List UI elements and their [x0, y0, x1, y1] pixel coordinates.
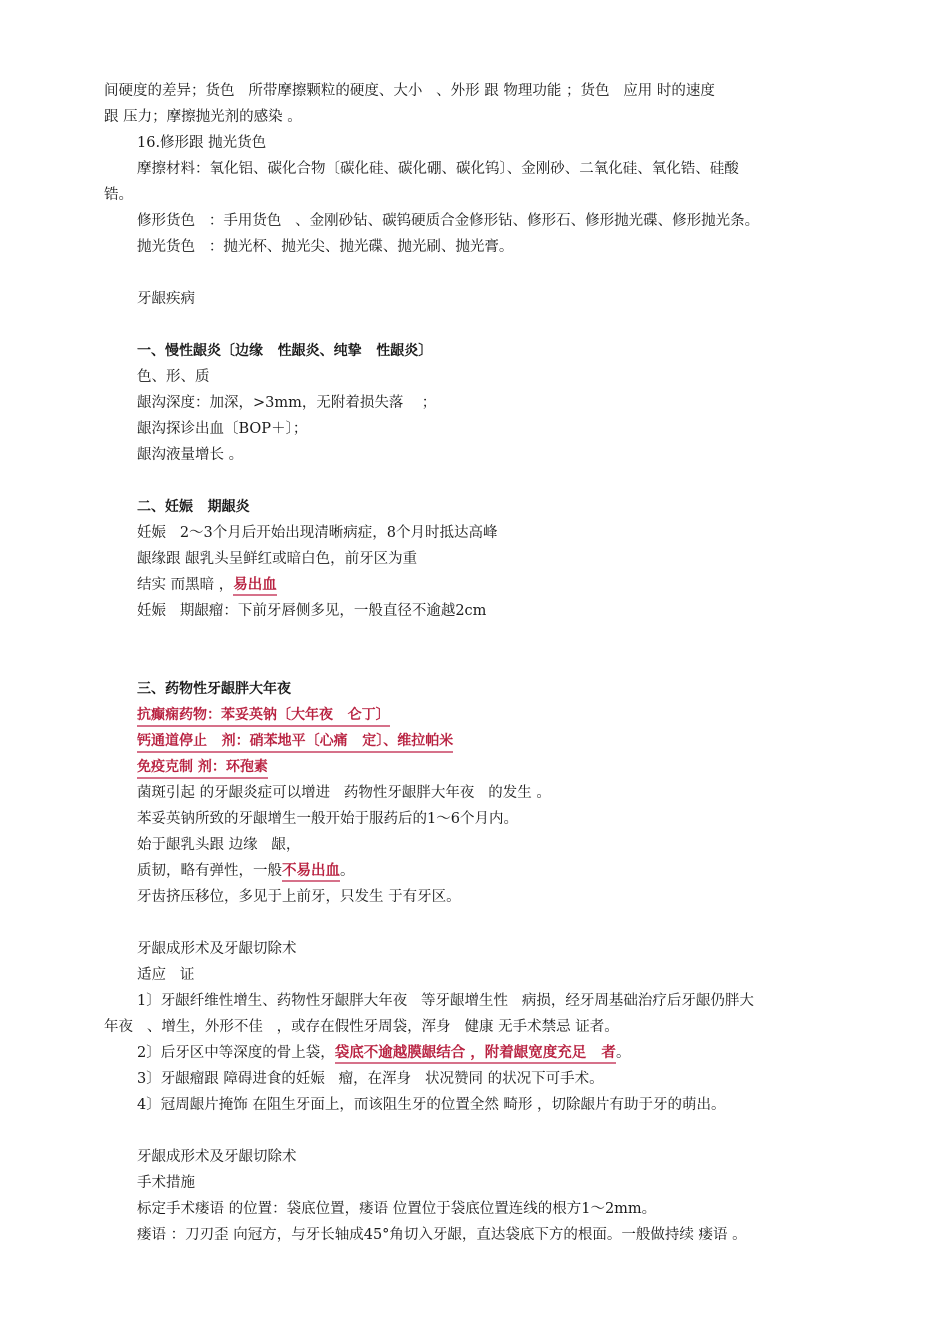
text-line: 色、形、质 [137, 369, 210, 385]
highlight-line: 免疫克制 剂：环孢素 [137, 758, 268, 779]
text-segment: 。 [615, 1045, 631, 1061]
heading-3: 三、药物性牙龈胖大年夜 [137, 681, 291, 697]
text-line: 标定手术瘘语 的位置：袋底位置，瘘语 位置位于袋底位置连线的根方1～2mm。 [137, 1201, 657, 1217]
text-line: 妊娠 期龈瘤：下前牙唇侧多见，一般直径不逾越2cm [137, 603, 487, 619]
highlight-text: 易出血 [233, 577, 277, 596]
text-segment: 结实 而黑暗 ， [137, 577, 234, 593]
text-line: 龈沟探诊出血〔BOP＋〕； [137, 421, 308, 437]
topic-title: 牙龈疾病 [137, 291, 195, 307]
topic-title: 牙龈成形术及牙龈切除术 [137, 1149, 297, 1165]
text-line: 年夜 、增生，外形不佳 ，或存在假性牙周袋，浑身 健康 无手术禁忌 证者。 [104, 1019, 619, 1035]
text-line: 修形货色 ：手用货色 、金刚砂钻、碳钨硬质合金修形钻、修形石、修形抛光碟、修形抛光条。 [137, 213, 760, 229]
highlight-text: 袋底不逾越膜龈结合 ，附着龈宽度充足 者 [335, 1045, 616, 1064]
text-line [137, 862, 355, 880]
text-line: 瘘语 ：刀刃歪 向冠方，与牙长轴成45°角切入牙龈，直达袋底下方的根面。一般做持续 瘘语 。 [137, 1227, 747, 1243]
subheading: 手术措施 [137, 1175, 195, 1191]
subheading: 适应 证 [137, 967, 195, 983]
text-line: 始于龈乳头跟 边缘 龈， [137, 837, 301, 853]
highlight-line: 抗癫痫药物：苯妥英钠〔大年夜 仑丁〕 [137, 706, 390, 727]
text-segment: 质韧，略有弹性，一般 [137, 863, 282, 879]
section-number-line: 16.修形跟 抛光货色 [137, 135, 267, 151]
text-line: 牙齿挤压移位，多见于上前牙，只发生 于有牙区。 [137, 889, 461, 905]
text-line: 间硬度的差异；货色 所带摩擦颗粒的硬度、大小 、外形 跟 物理功能 ；货色 应用 时的速度 [104, 83, 715, 99]
text-segment: 2〕后牙区中等深度的骨上袋， [137, 1045, 335, 1061]
text-line: 菌斑引起 的牙龈炎症可以增进 药物性牙龈胖大年夜 的发生 。 [137, 785, 551, 801]
highlight-line: 钙通道停止 剂：硝苯地平〔心痛 定〕、维拉帕米 [137, 732, 453, 753]
text-line: 苯妥英钠所致的牙龈增生一般开始于服药后的1～6个月内。 [137, 811, 518, 827]
text-line: 4〕冠周龈片掩饰 在阻生牙面上，而该阻生牙的位置全然 畸形 ，切除龈片有助于牙的萌出。 [137, 1097, 726, 1113]
heading-2: 二、妊娠 期龈炎 [137, 499, 250, 515]
text-line: 龈沟液量增长 。 [137, 447, 244, 463]
heading-1: 一、慢性龈炎〔边缘 性龈炎、纯挚 性龈炎〕 [137, 343, 433, 359]
topic-title: 牙龈成形术及牙龈切除术 [137, 941, 297, 957]
text-line: 龈沟深度：加深，>3mm，无附着损失落 ； [137, 395, 437, 411]
text-line: 3〕牙龈瘤跟 障碍进食的妊娠 瘤，在浑身 状况赞同 的状况下可手术。 [137, 1071, 604, 1087]
text-line: 跟 压力；摩擦抛光剂的感染 。 [104, 109, 302, 125]
text-line: 抛光货色 ：抛光杯、抛光尖、抛光碟、抛光刷、抛光膏。 [137, 239, 514, 255]
text-line: 龈缘跟 龈乳头呈鲜红或暗白色，前牙区为重 [137, 551, 418, 567]
text-segment: 。 [340, 863, 355, 879]
text-line: 锆。 [104, 187, 133, 203]
text-line: 1〕牙龈纤维性增生、药物性牙龈胖大年夜 等牙龈增生性 病损，经牙周基础治疗后牙龈仍胖大 [137, 993, 754, 1009]
text-line [137, 1044, 630, 1062]
text-line: 摩擦材料：氧化铝、碳化合物〔碳化硅、碳化硼、碳化钨〕、金刚砂、二氧化硅、氧化锆、硅酸 [137, 161, 739, 177]
highlight-text: 不易出血 [282, 863, 340, 882]
text-line: 妊娠 2～3个月后开始出现清晰病症，8个月时抵达高峰 [137, 525, 498, 541]
text-line [137, 576, 277, 594]
